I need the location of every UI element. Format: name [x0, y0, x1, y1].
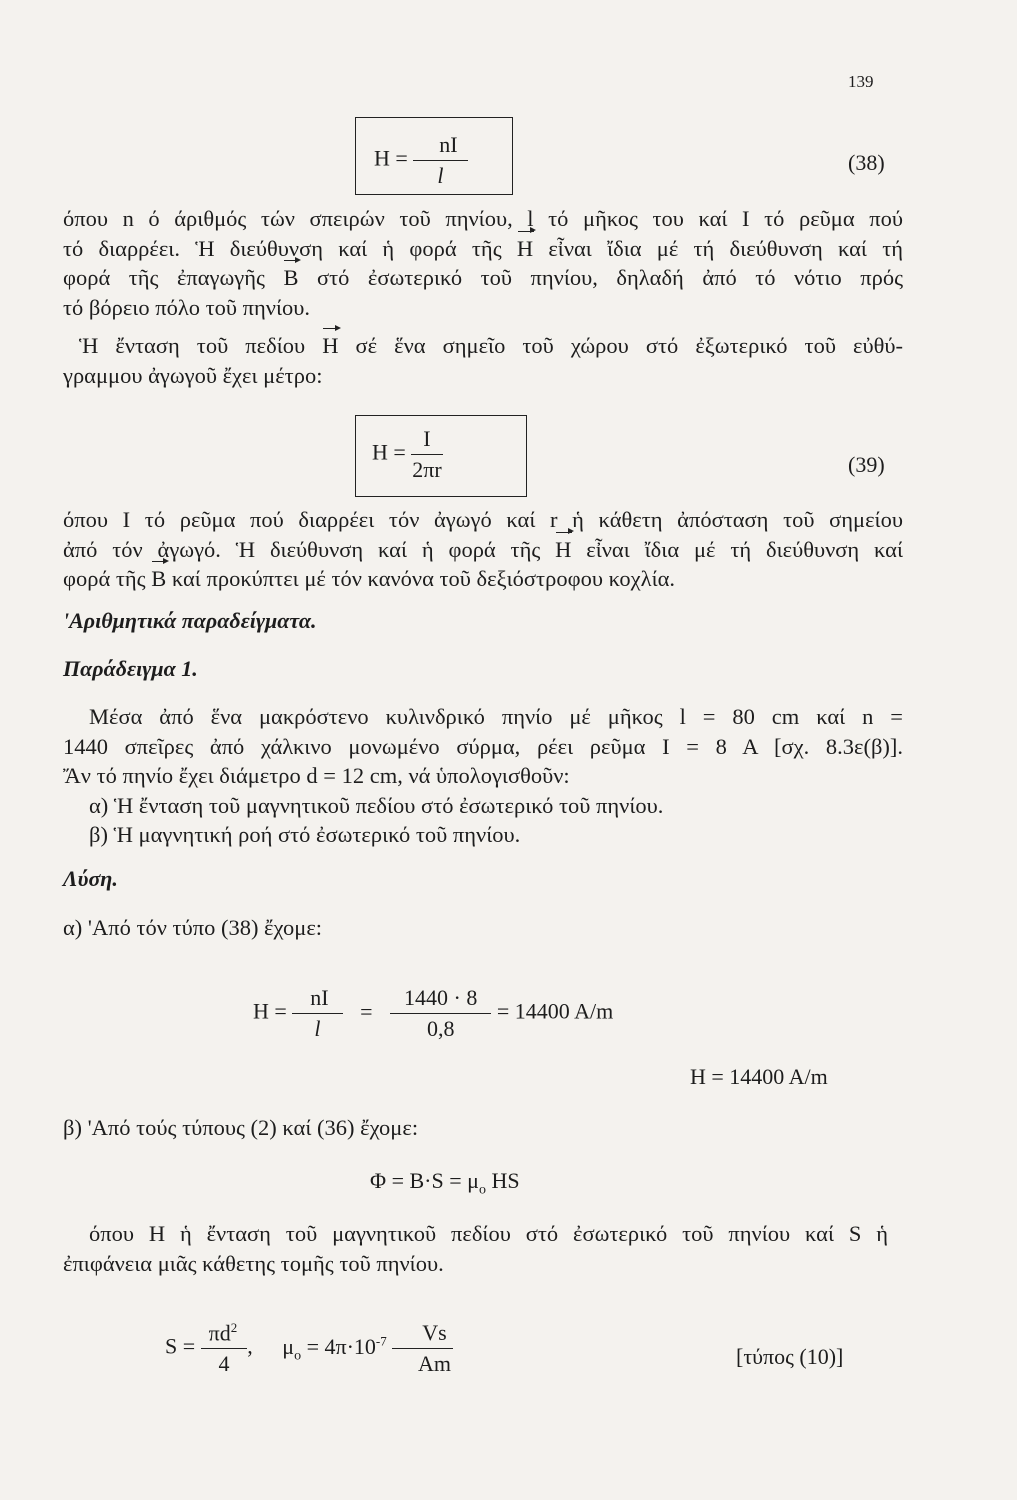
eq38-fraction — [413, 132, 467, 189]
paragraph-3 — [63, 505, 903, 594]
p4-line-2: ἐπιφάνεια μιᾶς κάθετης τομῆς τοῦ πηνίου. — [63, 1250, 444, 1276]
paragraph-4 — [63, 1219, 888, 1278]
page-number: 139 — [848, 72, 874, 91]
equation-38-tag: (38) — [848, 150, 885, 175]
calculation-h: H = $\frac{nI}{l}$ = $\frac{1440 \cdot 8}{0,8}$ = 14400 A/m — [253, 985, 614, 1041]
problem-line-1: Μέσα ἀπό ἕνα μακρόστενο κυλινδρικό πηνίο μέ μῆκος l = 80 cm καί n = — [89, 704, 903, 729]
eq38-lhs: H = — [374, 145, 408, 171]
equation-39 — [372, 426, 443, 483]
solution-label: Λύση. — [63, 866, 118, 891]
calc1-fraction-1: $\frac{nI}{l}$ — [292, 985, 342, 1042]
result-h: H = 14400 A/m — [690, 1064, 828, 1089]
step-b: β) 'Από τούς τύπους (2) καί (36) ἔχομε: — [63, 1115, 419, 1140]
eq38-denominator: l — [437, 163, 444, 188]
area-equation: S = $\frac{\pi d^2}{4}$ , $\mu_o = 4\pi\cdot 10^{-7}$ $\frac{Vs}{Am}$ — [165, 1320, 451, 1377]
equation-38 — [374, 132, 468, 189]
eq39-fraction — [411, 426, 442, 483]
unit-fraction: $\frac{Vs}{Am}$ — [392, 1320, 452, 1377]
p1-line-3: φορά τῆς ἐπαγωγῆς B στό ἐσωτερικό τοῦ πηνίου, δηλαδή ἀπό τό νότιο πρός — [63, 263, 903, 293]
problem-line-2: 1440 σπεῖρες ἀπό χάλκινο μονωμένο σύρμα, ρέει ρεῦμα I = 8 A [σχ. 8.3ε(β)]. — [63, 733, 903, 759]
eq39-numerator: I — [411, 426, 442, 455]
p3-line-3: φορά τῆς B καί προκύπτει μέ τόν κανόνα τοῦ δεξιόστροφου κοχλία. — [63, 564, 903, 594]
p1-line-1: όπου n ό άριθμός τών σπειρών τοῦ πηνίου, l τό μῆκος του καί I τό ρεῦμα πού — [63, 206, 903, 231]
vector-h: H — [555, 535, 571, 565]
p4-line-1: όπου H ἡ ἔνταση τοῦ μαγνητικοῦ πεδίου στό ἐσωτερικό τοῦ πηνίου καί S ἡ — [89, 1221, 888, 1246]
eq39-lhs: H = — [372, 439, 406, 465]
vector-h: H — [517, 234, 533, 264]
problem-statement — [63, 702, 903, 850]
section-heading-example-1: Παράδειγμα 1. — [63, 656, 198, 681]
problem-part-b: β) Ἡ μαγνητική ροή στό ἐσωτερικό τοῦ πηνίου. — [89, 822, 521, 847]
eq39-denominator: 2πr — [412, 457, 442, 482]
vector-h: H — [322, 331, 338, 361]
p3-line-2: ἀπό τόν ἀγωγό. Ἡ διεύθυνση καί ἡ φορά τῆς H εἶναι ἴδια μέ τή διεύθυνση καί — [63, 535, 903, 565]
vector-b: B — [151, 564, 166, 594]
paragraph-2 — [63, 331, 903, 390]
p3-line-1: όπου I τό ρεῦμα πού διαρρέει τόν ἀγωγό καί r ἡ κάθετη ἀπόσταση τοῦ σημείου — [63, 507, 903, 532]
equation-39-tag: (39) — [848, 452, 885, 477]
formula-reference: [τύπος (10)] — [736, 1344, 844, 1369]
section-heading-examples: 'Αριθμητικά παραδείγματα. — [63, 608, 317, 633]
p1-line-4: τό βόρειο πόλο τοῦ πηνίου. — [63, 294, 311, 320]
paragraph-1 — [63, 204, 903, 322]
equation-39-box — [355, 415, 527, 497]
problem-line-3: Ἄν τό πηνίο ἔχει διάμετρο d = 12 cm, νά ὑπολογισθοῦν: — [63, 763, 570, 788]
vector-b: B — [283, 263, 298, 293]
area-fraction: $\frac{\pi d^2}{4}$ — [201, 1320, 248, 1377]
p2-line-1: Ἡ ἔνταση τοῦ πεδίου H σέ ἕνα σημεῖο τοῦ χώρου στό ἐξωτερικό τοῦ εὐθύ- — [63, 331, 903, 361]
equation-38-box — [355, 117, 513, 195]
p2-line-2: γραμμου ἀγωγοῦ ἔχει μέτρο: — [63, 362, 323, 388]
step-a: α) 'Από τόν τύπο (38) ἔχομε: — [63, 915, 323, 940]
calc1-fraction-2: $\frac{1440 \cdot 8}{0,8}$ — [390, 985, 491, 1042]
p1-line-2: τό διαρρέει. Ἡ διεύθυνση καί ἡ φορά τῆς H εἶναι ἴδια μέ τή διεύθυνση καί τή — [63, 234, 903, 264]
flux-equation: $\Phi = B\cdot S = \mu_o$ HS — [370, 1168, 520, 1198]
problem-part-a: α) Ἡ ἔνταση τοῦ μαγνητικοῦ πεδίου στό ἐσωτερικό τοῦ πηνίου. — [89, 792, 664, 818]
eq38-numerator: nI — [413, 132, 467, 161]
